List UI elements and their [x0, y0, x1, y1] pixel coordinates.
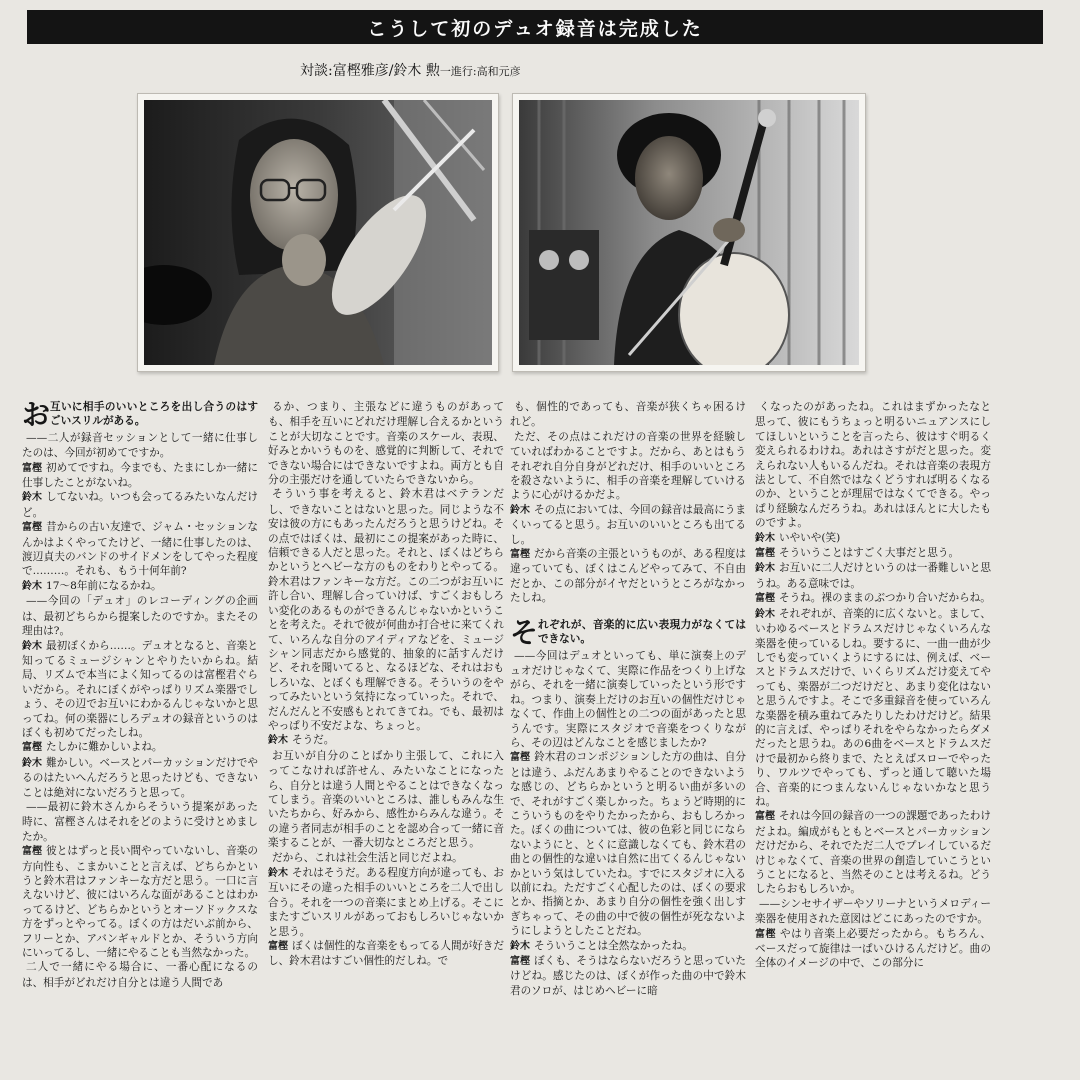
paragraph: 鈴木 それぞれが、音楽的に広くないと。まして、いわゆるベースとドラムスだけじゃなくいろんな楽器を使っているしね。要するに、一曲一曲が少しでも変っていくようにするには、例えば、ベースとドラムスだけで、いくらリズムだけ変えてやっても、楽器が二つだけだと、あまり変化はないと思うんですよ。そこで多重録音を使っていろんな楽器を積み重ねてみたりしたわけだけど。結果的に言えば、やっぱりそれをやらなかったらダメだったと思うね。あの6曲をベースとドラムスだけで最初から終りまで、たとえばスローでやったり、ワルツでやっても、ずっと通して聴いた場合、音楽的につまんないんじゃないかなと思うね。	[755, 607, 991, 808]
photo-suzuki	[512, 93, 866, 372]
paragraph: ——シンセサイザーやソリーナというメロディー楽器を使用された意図はどこにあったのですか。	[755, 897, 991, 926]
paragraph: 鈴木 いやいや(笑)	[755, 531, 841, 544]
paragraph: 富樫 やはり音楽上必要だったから。もちろん、ベースだって旋律は一ぱいひけるんだけど。曲の全体のイメージの中で、この部分に	[755, 927, 991, 970]
paragraph: 富樫 彼とはずっと長い間やっていないし、音楽の方向性も、こまかいことと言えば、どちらかというと鈴木君はファンキーな方だと思う。一口に言えないけど、彼にはいろんな面があることはわかってるけど、どちらかというとオーソドックスな方をずっとやってる。ぼくの方はだいぶ前から、フリーとか、アバンギャルドとか、そういう方向にいってるし、一緒にやることも当然なかった。	[22, 845, 258, 960]
photo-togashi	[137, 93, 499, 372]
paragraph: 鈴木 その点においては、今回の録音は最高にうまくいってると思う。お互いのいいところも出てるし。	[510, 503, 746, 546]
paragraph: 富樫 だから音楽の主張というものが、ある程度は違っていても、ぼくはこんどやってみて、不自由だとか、この部分がイヤだというところがなかったしね。	[510, 548, 746, 605]
paragraph: 二人で一緒にやる場合に、一番心配になるのは、相手がどれだけ自分とは違う人間であ	[22, 961, 258, 989]
paragraph: くなったのがあったね。これはまずかったなと思って、彼にもうちょっと明るいニュアンスにしてほしいということを言ったら、彼はすぐ明るく変えられるわけね。あれはさすがだと思った。変えられない人もいるんだね。それは音楽の表現方法として、不自然ではなくどうすれば明るくなるのか、ということが理屈ではなくてできる。やっぱり経験なんだろうね。あれはほんとに大したものですよ。	[755, 401, 991, 530]
paragraph: お互いが自分のことばかり主張して、これに入ってこなければ許せん、みたいなことになったら、自分とは違う人間とやることはできなくなってしまう。音楽のいいところは、誰しもみんな生いたちから、好みから、感性からみんな違う。その違う者同志が相手のことを認め合って一緒に音楽することが、一番大切なところだと思う。	[268, 749, 504, 850]
paragraph: 富樫 初めてですね。今までも、たまにしか一緒に仕事したことがないね。	[22, 461, 258, 490]
paragraph: も、個性的であっても、音楽が狭くちゃ困るけれど。	[510, 401, 746, 429]
byline-moderator: 一進行:高和元彦	[439, 65, 521, 78]
paragraph: 富樫 鈴木君のコンポジションした方の曲は、自分とは違う、ふだんあまりやることのできないような感じの、どちらかというと明るい曲が多いので、それがすごく楽しかった。ちょうど時期的にこういうものをやりたかったから、おもしろかった。ぼくの曲については、彼の色彩と同じにならないようにと、とくに意識しなくても、鈴木君の曲との個性的な違いは自然に出てくるんじゃないかという気はしていたね。すでにスタジオに入る以前にね。ただすごく心配したのは、ぼくの要求とか、指摘とか、あまり自分の個性を強く出しすぎちゃって、その曲の中で彼の個性が死なないようにしようとしたことだね。	[510, 751, 746, 938]
subheading-1-text: 互いに相手のいいところを出し合うのはすごいスリルがある。	[50, 401, 258, 428]
paragraph: 富樫 そういうことはすごく大事だと思う。	[755, 547, 960, 560]
paragraph: 鈴木 最初ぼくから……。デュオとなると、音楽と知ってるミュージシャンとやりたいからね。結局、リズムで本当によく知ってるのは富樫君ぐらいだから。それにぼくがやっぱりリズム楽器でしょう、その辺でお互いにわかるんじゃないかと思ってね。何の楽器にしろデュオの録音というのはぼくも初めてだったしね。	[22, 639, 258, 739]
paragraph: 鈴木 してないね。いつも会ってるみたいなんだけど。	[22, 491, 258, 519]
photo-suzuki-image	[519, 100, 859, 365]
article-column-3	[510, 400, 746, 1070]
paragraph: ——最初に鈴木さんからそういう提案があった時に、富樫さんはそれをどのように受けとめましたか。	[22, 800, 258, 843]
subheading-2-text: れぞれが、音楽的に広い表現力がなくてはできない。	[538, 618, 746, 646]
article-title: こうして初のデュオ録音は完成した	[27, 10, 1043, 44]
byline-participants: 対談:富樫雅彦/鈴木 勲	[300, 63, 440, 79]
paragraph: ——二人が録音セッションとして一緒に仕事したのは、今回が初めてですか。	[22, 431, 258, 460]
subheading-1	[22, 400, 258, 429]
subheading-2-initial: そ	[510, 615, 539, 649]
paragraph: 鈴木 そうだ。	[268, 734, 335, 747]
paragraph: 鈴木 難かしい。ベースとパーカッションだけでやるのはたいへんだろうと思ったけども、できないことは絶対にないだろうと思って。	[22, 756, 258, 799]
paragraph: 富樫 昔からの古い友達で、ジャム・セッションなんかはよくやってたけど、一緒に仕事したのは、渡辺貞夫のバンドのサイドメンをしてやった程度で………。それも、もう十何年前?	[22, 521, 258, 578]
paragraph: 富樫 たしかに難かしいよね。	[22, 741, 163, 754]
byline	[300, 60, 860, 82]
article-column-4	[755, 400, 991, 1070]
paragraph: 鈴木 17〜8年前になるかね。	[22, 579, 162, 592]
paragraph: だから、これは社会生活と同じだよね。	[272, 851, 463, 864]
paragraph: るか、つまり、主張などに違うものがあっても、相手を互いにどれだけ理解し合えるかということが大切なことです。音楽のスケール、表現、好みとかいうものを、感覚的に判断して、それでできない場合にはできないですよね。両方とも自分の主張だけを通していたらできないから。	[268, 401, 504, 487]
paragraph: ただ、その点はこれだけの音楽の世界を経験していればわかることですよ。だから、あとはもうそれぞれ自分自身がどれだけ、相手のいいところを殺さないように、相手の音楽を理解していけるように心がけるかだよ。	[510, 430, 746, 502]
paragraph: 鈴木 そういうことは全然なかったね。	[510, 939, 693, 952]
paragraph: 富樫 それは今回の録音の一つの課題であったわけだよね。編成がもともとベースとパーカッションだけだから、それでただ二人でプレイしているだけじゃなくて、音楽の世界の創造していこうということになると、当然そのことは考えるね。どうしたらおもしろいか。	[755, 810, 991, 896]
subheading-2	[510, 615, 746, 649]
paragraph: 富樫 ぼくも、そうはならないだろうと思っていたけどね。感じたのは、ぼくが作った曲の中で鈴木君のソロが、はじめヘビーに暗	[510, 955, 746, 997]
paragraph: ——今回はデュオといっても、単に演奏上のデュオだけじゃなくて、実際に作品をつくり上げながら、それを一緒に演奏していったという形ですね。つまり、演奏上だけのお互いの個性だけじゃなくて、作曲上の個性との二つの面があったと思うんです。実際にスタジオで音楽をつくりながら、その辺はどんなことを感じましたか?	[510, 649, 746, 749]
paragraph: 鈴木 それはそうだ。ある程度方向が違っても、お互いにその違った相手のいいところを二人で出し合う。それを一つの音楽にまとめ上げる。そこにまたすごいスリルがあっておもしろいじゃないかと思う。	[268, 867, 504, 938]
photo-togashi-image	[144, 100, 492, 365]
subheading-1-initial: お	[22, 400, 51, 431]
paragraph: 鈴木 お互いに二人だけというのは一番難しいと思うね。ある意味では。	[755, 562, 991, 590]
paragraph: そういう事を考えると、鈴木君はベテランだし、できないことはないと思った。同じような不安は彼の方にもあったんだろうと思うけどね。その点ではぼくは、最初にこの提案があった時に、信頼できる人だと思った。それと、ぼくはどちらかというとへビーな方のものをわりとやってる。鈴木君はファンキーな方だ。この二つがお互いに許し合い、理解し合っていけば、すごくおもしろい変化のあるものができるんじゃないかということを考えた。それで彼が何曲か打合せに来てくれて、いろんな自分のアイディアなどを、ミュージシャン同志だから感覚的、抽象的に話すんだけど、それを聞いてると、なるほどな、それはおもしろいな、とぼくも理解できる。そういうのをやってみたいという気持になっていった。それで、だんだんと不安感もとれてきてね。でも、最初はやっぱり不安だよな、ちょっと。	[268, 488, 504, 732]
paragraph: 富樫 ぼくは個性的な音楽をもってる人間が好きだし、鈴木君はすごい個性的だしね。で	[268, 940, 504, 968]
paragraph: 富樫 そうね。裸のままのぶつかり合いだからね。	[755, 592, 991, 605]
article-column-2	[268, 400, 504, 1070]
paragraph: ——今回の「デュオ」のレコーディングの企画は、最初どちらから提案したのですか。またその理由は?。	[22, 595, 258, 638]
article-column-1	[22, 400, 258, 1070]
